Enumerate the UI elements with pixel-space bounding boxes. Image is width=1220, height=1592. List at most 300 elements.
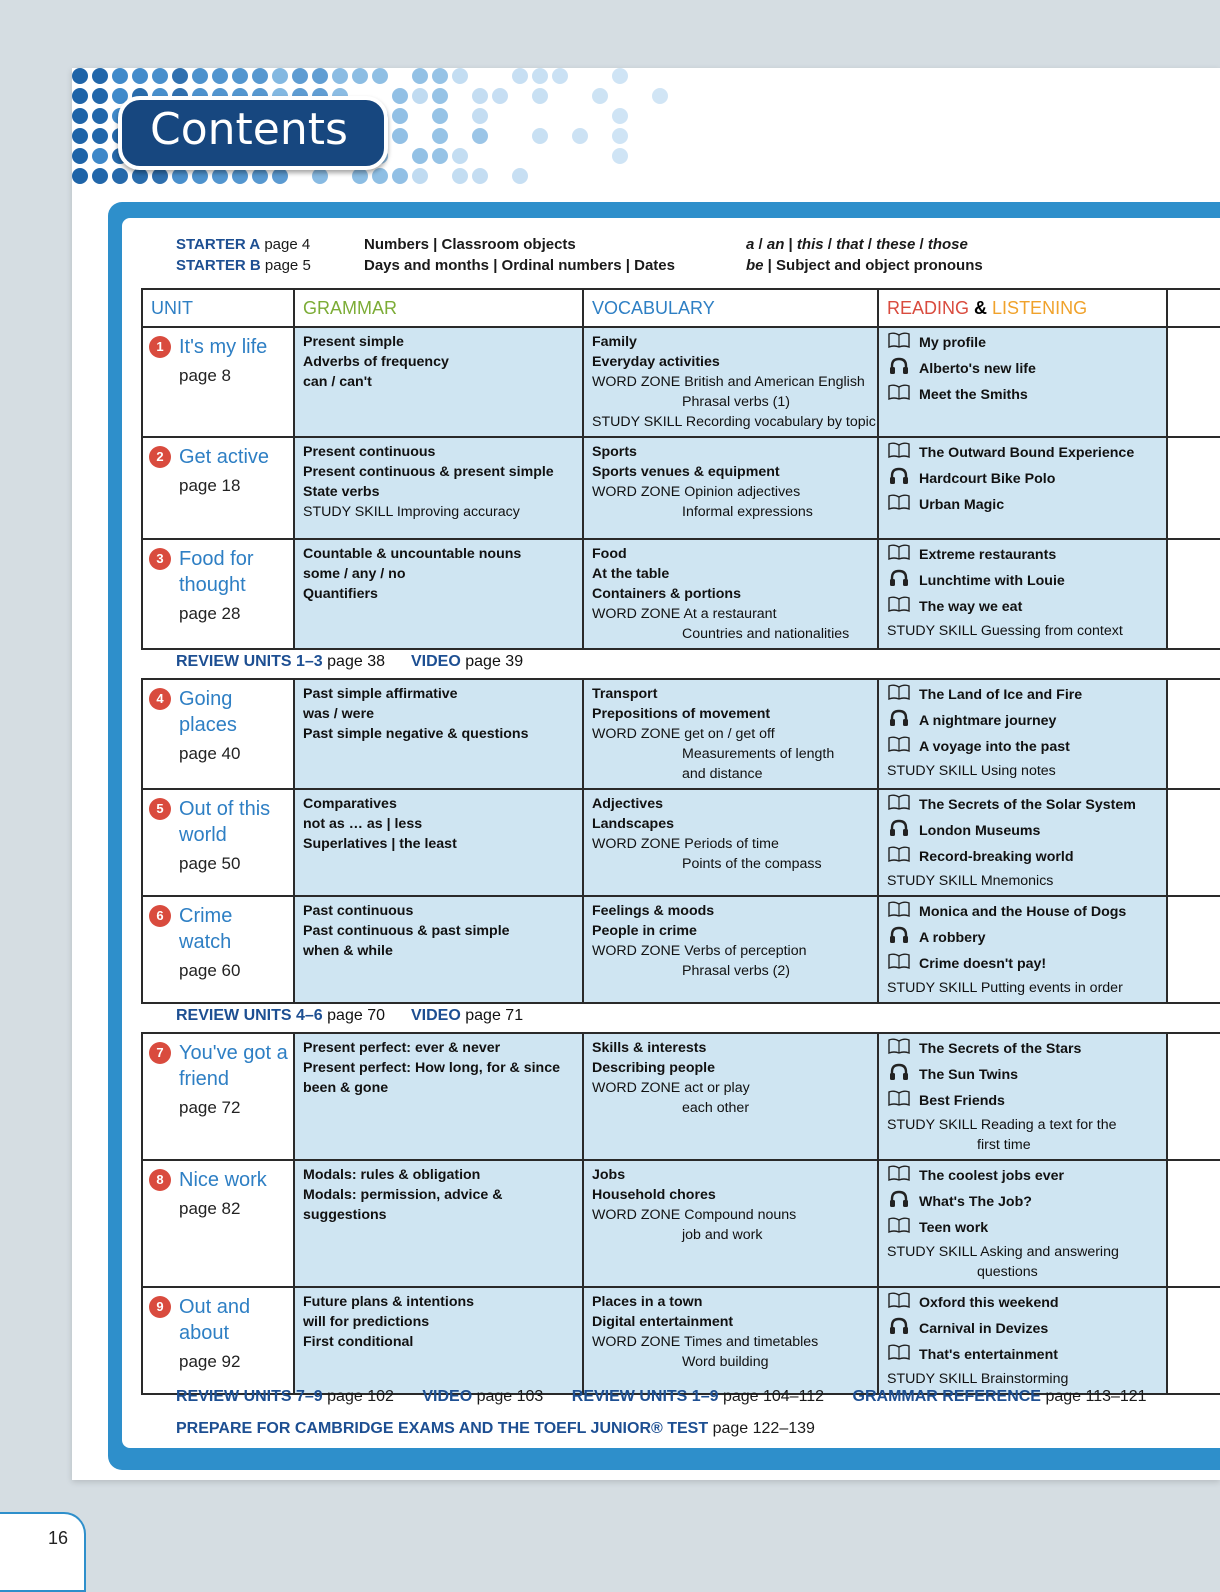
decorative-dot xyxy=(372,68,388,84)
vocabulary-item: Sports venues & equipment xyxy=(592,464,780,480)
word-zone-label: WORD ZONE xyxy=(592,484,681,500)
unit-number-badge: 6 xyxy=(149,905,171,927)
reading-listening-title: Hardcourt Bike Polo xyxy=(919,471,1056,487)
decorative-dot xyxy=(492,88,508,104)
vocabulary-item: People in crime xyxy=(592,923,697,939)
grammar-item: Past continuous & past simple xyxy=(303,923,510,939)
vocabulary-cell xyxy=(583,1033,878,1160)
vocabulary-item: Places in a town xyxy=(592,1294,703,1310)
decorative-dot xyxy=(272,168,288,184)
vocabulary-item: Feelings & moods xyxy=(592,903,715,919)
reading-listening-item xyxy=(887,332,1160,354)
page-number-tab xyxy=(0,1512,86,1592)
table-row xyxy=(142,896,1220,1003)
starter-b xyxy=(176,257,311,274)
reading-listening-item xyxy=(887,794,1160,816)
study-skill-text: Recording vocabulary by topic xyxy=(685,414,876,430)
video-page: page 103 xyxy=(476,1388,544,1405)
page-title: Contents xyxy=(150,104,348,155)
decorative-dot xyxy=(172,68,188,84)
unit-page: page 40 xyxy=(179,744,241,763)
review-1-9-page: page 104–112 xyxy=(722,1388,825,1405)
decorative-dot xyxy=(392,128,408,144)
reading-listening-title: Meet the Smiths xyxy=(919,387,1028,403)
decorative-dot xyxy=(372,168,388,184)
grammar-cell xyxy=(294,437,583,539)
study-skill-text: Guessing from context xyxy=(980,623,1123,639)
reading-listening-item xyxy=(887,357,1160,381)
headphones-icon xyxy=(887,1190,911,1214)
book-icon xyxy=(887,901,911,923)
word-zone-item: each other xyxy=(682,1100,750,1116)
header-listening: LISTENING xyxy=(992,298,1088,318)
reading-listening-item xyxy=(887,569,1160,593)
sep: / xyxy=(754,236,767,253)
unit-number-badge: 4 xyxy=(149,688,171,710)
decorative-dot xyxy=(392,108,408,124)
sep: / xyxy=(915,236,928,253)
grammar-item: Present continuous & present simple xyxy=(303,464,554,480)
book-icon xyxy=(887,442,911,464)
grammar-item: Present simple xyxy=(303,334,404,350)
reading-listening-cell xyxy=(878,539,1167,649)
unit-title: You've got a friend xyxy=(179,1042,288,1090)
decorative-dot xyxy=(132,168,148,184)
sep: | xyxy=(784,236,797,253)
vocabulary-cell xyxy=(583,896,878,1003)
unit-title: Out of this world xyxy=(179,798,271,846)
reading-listening-title: Alberto's new life xyxy=(919,361,1036,377)
reading-listening-title: Teen work xyxy=(919,1220,989,1236)
reading-listening-title: The Outward Bound Experience xyxy=(919,445,1135,461)
reading-listening-title: Urban Magic xyxy=(919,497,1005,513)
starter-a-label: STARTER A xyxy=(176,236,261,253)
word-zone-item: Times and timetables xyxy=(683,1334,819,1350)
book-icon xyxy=(887,684,911,706)
decorative-dot xyxy=(92,68,108,84)
decorative-dot xyxy=(92,128,108,144)
unit-cell xyxy=(142,327,294,437)
starter-b-topics: Days and months | Ordinal numbers | Dates xyxy=(364,257,675,274)
reading-listening-item xyxy=(887,1190,1160,1214)
reading-listening-title: The coolest jobs ever xyxy=(919,1168,1065,1184)
unit-name[interactable] xyxy=(149,1040,289,1092)
book-icon xyxy=(887,544,911,566)
decorative-dot xyxy=(312,68,328,84)
word-zone-label: WORD ZONE xyxy=(592,836,681,852)
review-7-9-page: page 102 xyxy=(327,1388,394,1405)
decorative-dot xyxy=(272,68,288,84)
vocabulary-item: Skills & interests xyxy=(592,1040,707,1056)
decorative-dot xyxy=(92,108,108,124)
review-row xyxy=(142,649,1220,679)
reading-listening-cell xyxy=(878,1033,1167,1160)
unit-title: Nice work xyxy=(179,1169,267,1191)
reading-listening-item xyxy=(887,901,1160,923)
reading-listening-title: My profile xyxy=(919,335,987,351)
reading-listening-cell xyxy=(878,1160,1167,1287)
grammar-item: Present perfect: How long, for & since xyxy=(303,1060,560,1076)
decorative-dot xyxy=(72,168,88,184)
grammar-item: Modals: rules & obligation xyxy=(303,1167,481,1183)
grammar-that: that xyxy=(836,236,864,253)
book-icon xyxy=(887,1165,911,1187)
header-unit: UNIT xyxy=(142,289,294,327)
unit-cell xyxy=(142,1033,294,1160)
word-zone-item: get on / get off xyxy=(684,726,775,742)
decorative-dot xyxy=(252,168,268,184)
grammar-item: not as … as | less xyxy=(303,816,423,832)
word-zone-item: Informal expressions xyxy=(682,504,813,520)
book-icon xyxy=(887,846,911,868)
decorative-dot xyxy=(432,68,448,84)
unit-page: page 8 xyxy=(179,366,231,385)
unit-cell xyxy=(142,437,294,539)
starter-a-topics: Numbers | Classroom objects xyxy=(364,236,576,253)
word-zone-item: act or play xyxy=(684,1080,750,1096)
unit-page: page 82 xyxy=(179,1199,241,1218)
vocabulary-cell xyxy=(583,789,878,896)
vocabulary-cell xyxy=(583,1160,878,1287)
unit-number-badge: 5 xyxy=(149,798,171,820)
table-row xyxy=(142,1033,1220,1160)
book-icon xyxy=(887,384,911,406)
decorative-dot xyxy=(572,128,588,144)
study-skill-label: STUDY SKILL xyxy=(887,980,977,996)
reading-listening-title: Lunchtime with Louie xyxy=(919,573,1065,589)
decorative-dot xyxy=(152,168,168,184)
grammar-item: Comparatives xyxy=(303,796,397,812)
vocabulary-item: Jobs xyxy=(592,1167,626,1183)
study-skill-label: STUDY SKILL xyxy=(887,623,977,639)
study-skill-label: STUDY SKILL xyxy=(887,1117,977,1133)
decorative-dot xyxy=(92,168,108,184)
study-skill-label: STUDY SKILL xyxy=(887,1244,977,1260)
book-icon xyxy=(887,794,911,816)
header-vocabulary: VOCABULARY xyxy=(583,289,878,327)
word-zone-item: Phrasal verbs (2) xyxy=(682,963,791,979)
headphones-icon xyxy=(887,1317,911,1341)
vocabulary-item: Prepositions of movement xyxy=(592,706,771,722)
word-zone-item: Measurements of length xyxy=(682,746,835,762)
grammar-item: Modals: permission, advice & xyxy=(303,1187,503,1203)
unit-name[interactable] xyxy=(149,546,289,598)
grammar-item: Present continuous xyxy=(303,444,436,460)
decorative-dot xyxy=(212,168,228,184)
unit-page: page 18 xyxy=(179,476,241,495)
reading-listening-item xyxy=(887,926,1160,950)
unit-name[interactable] xyxy=(149,1167,289,1193)
unit-number-badge: 7 xyxy=(149,1042,171,1064)
vocabulary-cell xyxy=(583,437,878,539)
decorative-dot xyxy=(332,68,348,84)
reading-listening-title: A nightmare journey xyxy=(919,713,1057,729)
book-icon xyxy=(887,953,911,975)
study-skill-text: first time xyxy=(977,1137,1031,1153)
vocabulary-item: Adjectives xyxy=(592,796,663,812)
headphones-icon xyxy=(887,709,911,733)
book-icon xyxy=(887,1344,911,1366)
extra-cell xyxy=(1167,1033,1220,1160)
unit-name[interactable] xyxy=(149,444,289,470)
grammar-be: be xyxy=(746,257,764,274)
video-page: page 71 xyxy=(465,1007,524,1024)
contents-table xyxy=(141,288,1220,1395)
study-skill-text: questions xyxy=(977,1264,1038,1280)
reading-listening-title: Best Friends xyxy=(919,1093,1005,1109)
video-page: page 39 xyxy=(465,653,524,670)
header-grammar: GRAMMAR xyxy=(294,289,583,327)
reading-listening-item xyxy=(887,953,1160,975)
table-row xyxy=(142,437,1220,539)
decorative-dot xyxy=(532,88,548,104)
starter-a xyxy=(176,236,310,253)
grammar-item: been & gone xyxy=(303,1080,389,1096)
decorative-dot xyxy=(532,128,548,144)
decorative-dot xyxy=(512,68,528,84)
grammar-item: can / can't xyxy=(303,374,372,390)
grammar-this: this xyxy=(796,236,824,253)
unit-page: page 50 xyxy=(179,854,241,873)
decorative-dot xyxy=(612,108,628,124)
reading-listening-title: The Secrets of the Solar System xyxy=(919,797,1136,813)
grammar-cell xyxy=(294,896,583,1003)
decorative-dot xyxy=(512,168,528,184)
word-zone-item: Countries and nationalities xyxy=(682,626,850,642)
unit-cell xyxy=(142,679,294,789)
word-zone-item: Points of the compass xyxy=(682,856,822,872)
headphones-icon xyxy=(887,569,911,593)
word-zone-item: job and work xyxy=(682,1227,763,1243)
word-zone-item: Word building xyxy=(682,1354,769,1370)
unit-name[interactable] xyxy=(149,334,289,360)
decorative-dot xyxy=(612,68,628,84)
extra-cell xyxy=(1167,1287,1220,1394)
grammar-item: Future plans & intentions xyxy=(303,1294,475,1310)
grammar-item: Past continuous xyxy=(303,903,414,919)
review-cell xyxy=(142,1003,1220,1033)
reading-listening-title: The Secrets of the Stars xyxy=(919,1041,1082,1057)
reading-listening-title: The Land of Ice and Fire xyxy=(919,687,1083,703)
reading-listening-title: What's The Job? xyxy=(919,1194,1032,1210)
extra-cell xyxy=(1167,789,1220,896)
reading-listening-title: The way we eat xyxy=(919,599,1023,615)
decorative-dot xyxy=(452,68,468,84)
header-row xyxy=(142,289,1220,327)
grammar-item: State verbs xyxy=(303,484,380,500)
review-label: REVIEW UNITS 1–3 xyxy=(176,653,323,670)
starter-a-grammar xyxy=(746,236,968,253)
grammar-item: Quantifiers xyxy=(303,586,378,602)
grammar-item: suggestions xyxy=(303,1207,387,1223)
decorative-dot xyxy=(392,168,408,184)
word-zone-item: At a restaurant xyxy=(683,606,777,622)
word-zone-item: Phrasal verbs (1) xyxy=(682,394,791,410)
unit-cell xyxy=(142,896,294,1003)
book-icon xyxy=(887,1090,911,1112)
book-icon xyxy=(887,1292,911,1314)
grammar-cell xyxy=(294,539,583,649)
video-label: VIDEO xyxy=(411,1007,461,1024)
word-zone-label: WORD ZONE xyxy=(592,374,681,390)
reading-listening-cell xyxy=(878,789,1167,896)
table-body xyxy=(142,327,1220,1394)
grammar-cell xyxy=(294,327,583,437)
unit-name[interactable] xyxy=(149,1294,289,1346)
starter-b-page: page 5 xyxy=(264,257,311,274)
unit-page: page 60 xyxy=(179,961,241,980)
reading-listening-item xyxy=(887,544,1160,566)
word-zone-item: Verbs of perception xyxy=(684,943,807,959)
grammar-those: those xyxy=(927,236,968,253)
unit-title: It's my life xyxy=(179,336,268,358)
word-zone-item: British and American English xyxy=(684,374,865,390)
study-skill-text: Using notes xyxy=(980,763,1056,779)
reading-listening-item xyxy=(887,1038,1160,1060)
unit-title: Going places xyxy=(179,688,237,736)
vocabulary-item: Describing people xyxy=(592,1060,715,1076)
decorative-dot xyxy=(152,68,168,84)
grammar-cell xyxy=(294,679,583,789)
reading-listening-title: Extreme restaurants xyxy=(919,547,1057,563)
unit-name[interactable] xyxy=(149,686,289,738)
word-zone-item: Compound nouns xyxy=(684,1207,797,1223)
vocabulary-item: Containers & portions xyxy=(592,586,741,602)
unit-page: page 28 xyxy=(179,604,241,623)
table-row xyxy=(142,789,1220,896)
decorative-dot xyxy=(72,68,88,84)
vocabulary-item: Transport xyxy=(592,686,658,702)
extra-cell xyxy=(1167,896,1220,1003)
grammar-cell xyxy=(294,1287,583,1394)
review-cell xyxy=(142,649,1220,679)
unit-name[interactable] xyxy=(149,796,289,848)
decorative-dot xyxy=(652,88,668,104)
decorative-dot xyxy=(92,148,108,164)
decorative-dot xyxy=(392,88,408,104)
unit-title: Get active xyxy=(179,446,270,468)
reading-listening-title: Record-breaking world xyxy=(919,849,1074,865)
study-skill-text: Brainstorming xyxy=(980,1371,1069,1387)
reading-listening-item xyxy=(887,709,1160,733)
grammar-cell xyxy=(294,1160,583,1287)
reading-listening-item xyxy=(887,1292,1160,1314)
reading-listening-title: Monica and the House of Dogs xyxy=(919,904,1127,920)
headphones-icon xyxy=(887,357,911,381)
unit-cell xyxy=(142,1160,294,1287)
grammar-cell xyxy=(294,1033,583,1160)
headphones-icon xyxy=(887,819,911,843)
header-amp: & xyxy=(974,298,988,318)
decorative-dot xyxy=(472,128,488,144)
book-icon xyxy=(887,494,911,516)
reading-listening-item xyxy=(887,1317,1160,1341)
book-icon xyxy=(887,596,911,618)
header-reading: READING xyxy=(887,298,970,318)
video-label: VIDEO xyxy=(422,1388,473,1405)
review-7-9-label: REVIEW UNITS 7–9 xyxy=(176,1388,323,1405)
vocabulary-item: Household chores xyxy=(592,1187,716,1203)
grammar-item: was / were xyxy=(303,706,374,722)
reading-listening-cell xyxy=(878,437,1167,539)
vocabulary-item: Everyday activities xyxy=(592,354,720,370)
unit-number-badge: 8 xyxy=(149,1169,171,1191)
table-row xyxy=(142,539,1220,649)
table-row xyxy=(142,1160,1220,1287)
book-icon xyxy=(887,332,911,354)
reading-listening-title: Crime doesn't pay! xyxy=(919,956,1047,972)
grammar-reference-page: page 113–121 xyxy=(1045,1388,1147,1405)
decorative-dot xyxy=(352,168,368,184)
reading-listening-item xyxy=(887,819,1160,843)
reading-listening-title: The Sun Twins xyxy=(919,1067,1019,1083)
extra-cell xyxy=(1167,539,1220,649)
book-icon xyxy=(887,1217,911,1239)
unit-cell xyxy=(142,789,294,896)
sep: / xyxy=(863,236,877,253)
decorative-dot xyxy=(112,68,128,84)
vocabulary-item: Family xyxy=(592,334,637,350)
decorative-dot xyxy=(432,88,448,104)
grammar-item: First conditional xyxy=(303,1334,414,1350)
starter-a-page: page 4 xyxy=(264,236,311,253)
word-zone-label: WORD ZONE xyxy=(592,726,681,742)
extra-cell xyxy=(1167,1160,1220,1287)
unit-number-badge: 9 xyxy=(149,1296,171,1318)
unit-page: page 92 xyxy=(179,1352,241,1371)
reading-listening-item xyxy=(887,736,1160,758)
decorative-dot xyxy=(192,168,208,184)
vocabulary-item: Landscapes xyxy=(592,816,675,832)
unit-name[interactable] xyxy=(149,903,289,955)
vocabulary-cell xyxy=(583,327,878,437)
extra-cell xyxy=(1167,437,1220,539)
decorative-dot xyxy=(252,68,268,84)
decorative-dot xyxy=(432,148,448,164)
unit-number-badge: 1 xyxy=(149,336,171,358)
prepare-exams-label: PREPARE FOR CAMBRIDGE EXAMS AND THE TOEFL JUNIOR® TEST xyxy=(176,1420,709,1437)
extra-cell xyxy=(1167,679,1220,789)
header-reading-listening xyxy=(878,289,1167,327)
grammar-pronouns: | Subject and object pronouns xyxy=(763,257,983,274)
word-zone-label: WORD ZONE xyxy=(592,943,681,959)
unit-number-badge: 2 xyxy=(149,446,171,468)
word-zone-label: WORD ZONE xyxy=(592,1080,681,1096)
reading-listening-title: London Museums xyxy=(919,823,1041,839)
reading-listening-cell xyxy=(878,896,1167,1003)
bottom-line-2 xyxy=(176,1420,815,1438)
decorative-dot xyxy=(412,68,428,84)
extra-cell xyxy=(1167,327,1220,437)
decorative-dot xyxy=(292,68,308,84)
reading-listening-title: Carnival in Devizes xyxy=(919,1321,1049,1337)
reading-listening-cell xyxy=(878,1287,1167,1394)
grammar-item: Adverbs of frequency xyxy=(303,354,449,370)
decorative-dot xyxy=(232,68,248,84)
decorative-dot xyxy=(472,168,488,184)
reading-listening-item xyxy=(887,1165,1160,1187)
reading-listening-cell xyxy=(878,679,1167,789)
review-1-9-label: REVIEW UNITS 1–9 xyxy=(571,1388,719,1405)
study-skill-text: Improving accuracy xyxy=(396,504,520,520)
decorative-dot xyxy=(472,88,488,104)
decorative-dot xyxy=(552,68,568,84)
sep: / xyxy=(823,236,837,253)
vocabulary-item: Food xyxy=(592,546,627,562)
headphones-icon xyxy=(887,926,911,950)
starter-b-label: STARTER B xyxy=(176,257,261,274)
decorative-dot xyxy=(192,68,208,84)
